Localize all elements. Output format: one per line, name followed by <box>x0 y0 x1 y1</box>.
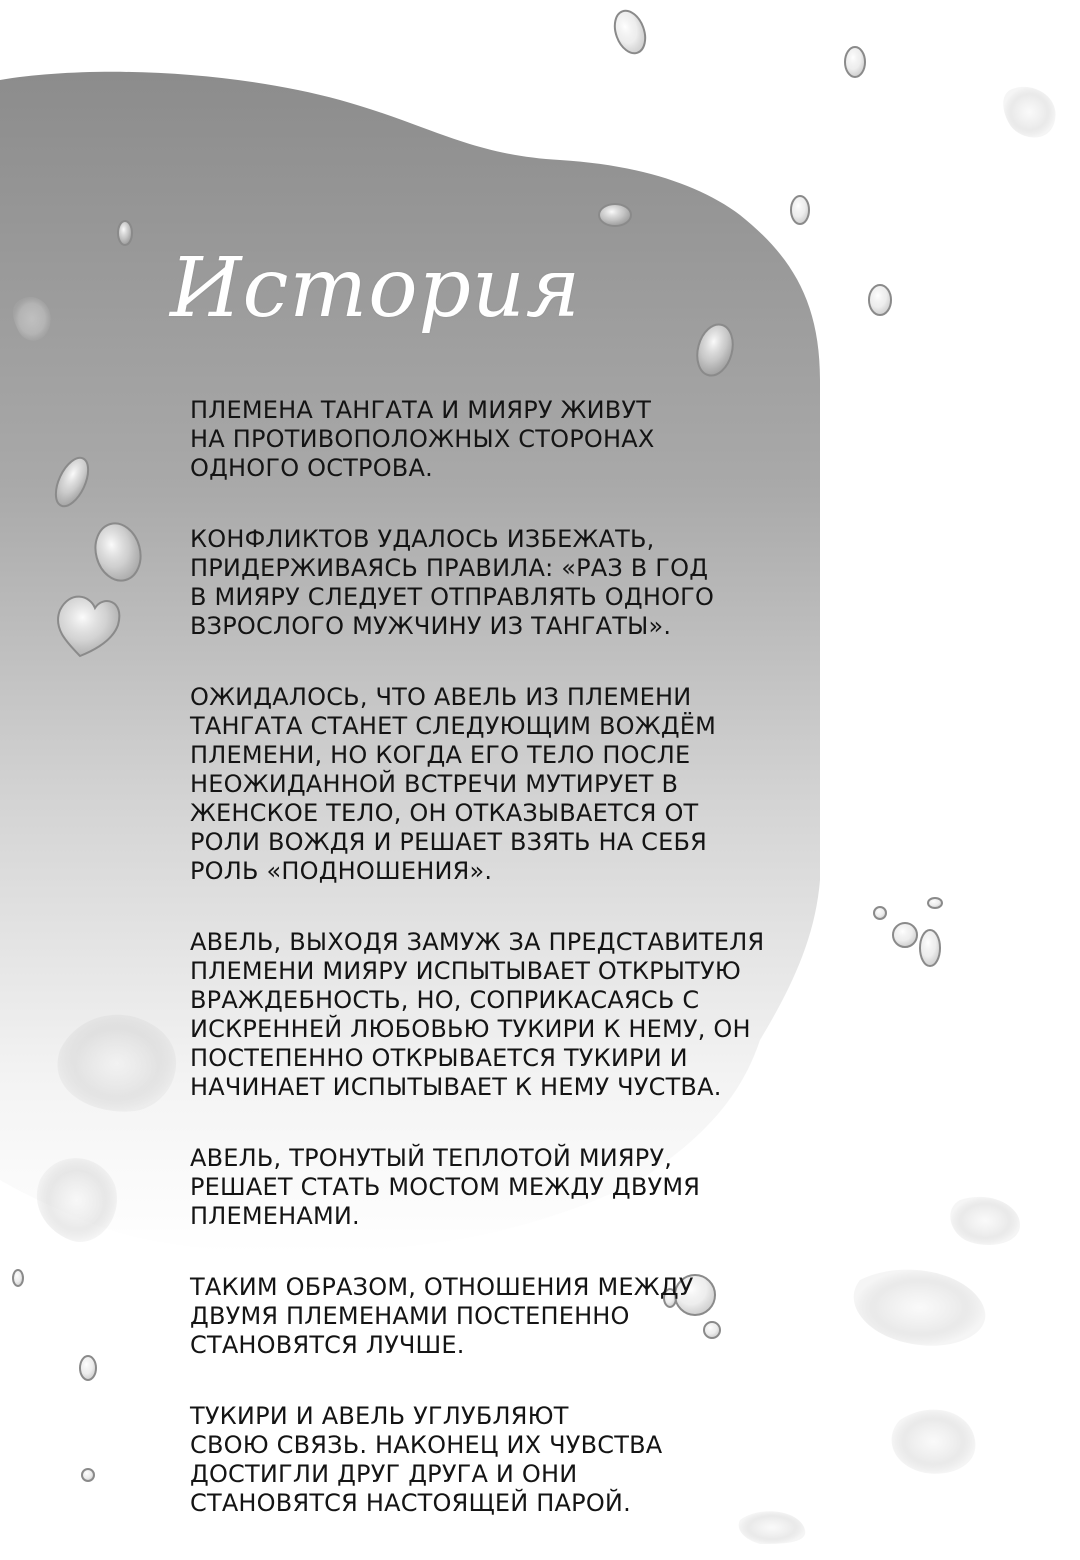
page-title: История <box>170 241 582 336</box>
paragraph-3: ОЖИДАЛОСЬ, ЧТО АВЕЛЬ ИЗ ПЛЕМЕНИ ТАНГАТА СТАНЕТ СЛЕДУЮЩИМ ВОЖДЁМ ПЛЕМЕНИ, НО КОГДА ЕГО ТЕЛО ПОСЛЕ НЕОЖИДАННОЙ ВСТРЕЧИ МУТИРУЕТ В ЖЕНСКОЕ ТЕЛО, ОН ОТКАЗЫВАЕТСЯ ОТ РОЛИ ВОЖДЯ И РЕШАЕТ ВЗЯТЬ НА СЕБЯ РОЛЬ «ПОДНОШЕНИЯ». <box>190 683 717 885</box>
paragraph-7: ТУКИРИ И АВЕЛЬ УГЛУБЛЯЮТ СВОЮ СВЯЗЬ. НАКОНЕЦ ИХ ЧУВСТВА ДОСТИГЛИ ДРУГ ДРУГА И ОНИ СТАНОВЯТСЯ НАСТОЯЩЕЙ ПАРОЙ. <box>190 1402 663 1517</box>
paragraph-4: АВЕЛЬ, ВЫХОДЯ ЗАМУЖ ЗА ПРЕДСТАВИТЕЛЯ ПЛЕМЕНИ МИЯРУ ИСПЫТЫВАЕТ ОТКРЫТУЮ ВРАЖДЕБНОСТЬ, НО, СОПРИКАСАЯСЬ С ИСКРЕННЕЙ ЛЮБОВЬЮ ТУКИРИ К НЕМУ, ОН ПОСТЕПЕННО ОТКРЫВАЕТСЯ ТУКИРИ И НАЧИНАЕТ ИСПЫТЫВАЕТ К НЕМУ ЧУСТВА. <box>190 928 765 1101</box>
story-text <box>190 396 810 1560</box>
paragraph-1: ПЛЕМЕНА ТАНГАТА И МИЯРУ ЖИВУТ НА ПРОТИВОПОЛОЖНЫХ СТОРОНАХ ОДНОГО ОСТРОВА. <box>190 396 655 482</box>
paragraph-2: КОНФЛИКТОВ УДАЛОСЬ ИЗБЕЖАТЬ, ПРИДЕРЖИВАЯСЬ ПРАВИЛА: «РАЗ В ГОД В МИЯРУ СЛЕДУЕТ ОТПРАВЛЯТЬ ОДНОГО ВЗРОСЛОГО МУЖЧИНУ ИЗ ТАНГАТЫ». <box>190 525 715 640</box>
paragraph-6: ТАКИМ ОБРАЗОМ, ОТНОШЕНИЯ МЕЖДУ ДВУМЯ ПЛЕМЕНАМИ ПОСТЕПЕННО СТАНОВЯТСЯ ЛУЧШЕ. <box>190 1273 694 1359</box>
paragraph-5: АВЕЛЬ, ТРОНУТЫЙ ТЕПЛОТОЙ МИЯРУ, РЕШАЕТ СТАТЬ МОСТОМ МЕЖДУ ДВУМЯ ПЛЕМЕНАМИ. <box>190 1144 701 1230</box>
